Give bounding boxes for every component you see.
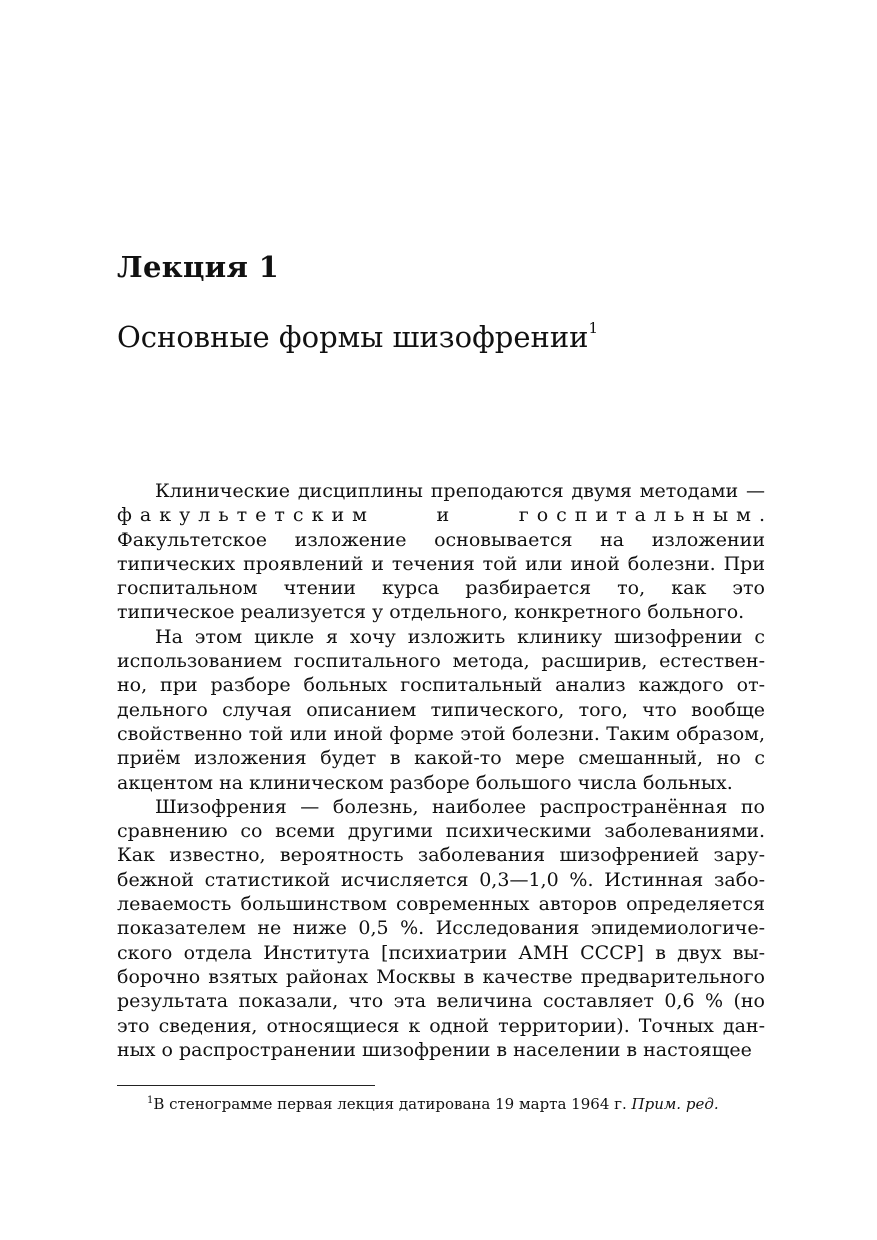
lecture-title-text: Основные формы шизофрении: [117, 320, 589, 354]
editor-note: Прим. ред.: [631, 1095, 719, 1113]
footnote: [147, 1094, 767, 1114]
book-page: [117, 0, 765, 1240]
footnote-divider: [117, 1085, 375, 1086]
body-text: [117, 479, 765, 1062]
spaced-term-faculty: факультетским: [117, 504, 375, 527]
spaced-term-hospital: госпитальным: [518, 504, 759, 527]
spaced-conjunction: и: [374, 504, 519, 527]
footnote-marker: 1: [147, 1095, 154, 1106]
lecture-number-heading: Лекция 1: [117, 250, 280, 284]
footnote-text: В стенограмме первая лекция датирована 19 марта 1964 г.: [153, 1095, 632, 1113]
lecture-title: [117, 320, 598, 354]
paragraph-1: [117, 479, 765, 625]
paragraph-1-intro: Клинические дисциплины преподаются двумя методами —: [155, 480, 765, 502]
paragraph-3: Шизофрения — болезнь, наиболее распространённая по сравнению со всеми другими психическими заболеваниями. Как известно, вероятность заболевания шизофренией зарубежной статистикой исчисляется 0,3—1,0 %. Истинная заболеваемость большинством современных авторов определяется показателем не ниже 0,5 %. Исследования эпидемиологического отдела Института [психиатрии АМН СССР] в двух выборочно взятых районах Москвы в качестве предварительного результата показали, что эта величина составляет 0,6 % (но это сведения, относящиеся к одной территории). Точных данных о распространении шизофрении в населении в настоящее: [117, 795, 765, 1061]
footnote-reference: 1: [588, 319, 599, 337]
paragraph-2: На этом цикле я хочу изложить клинику шизофрении с использованием госпитального метода, расширив, естественно, при разборе больных госпитальный анализ каждого отдельного случая описанием типического, того, что вообще свойственно той или иной форме этой болезни. Таким образом, приём изложения будет в какой-то мере смешанный, но с акцентом на клиническом разборе большого числа больных.: [117, 625, 765, 794]
paragraph-1-rest: . Факультетское изложение основывается на изложении типических проявлений и течения той или иной болезни. При госпитальном чтении курса разбирается то, как это типическое реализуется у отдельного, конкретного больного.: [117, 504, 765, 624]
